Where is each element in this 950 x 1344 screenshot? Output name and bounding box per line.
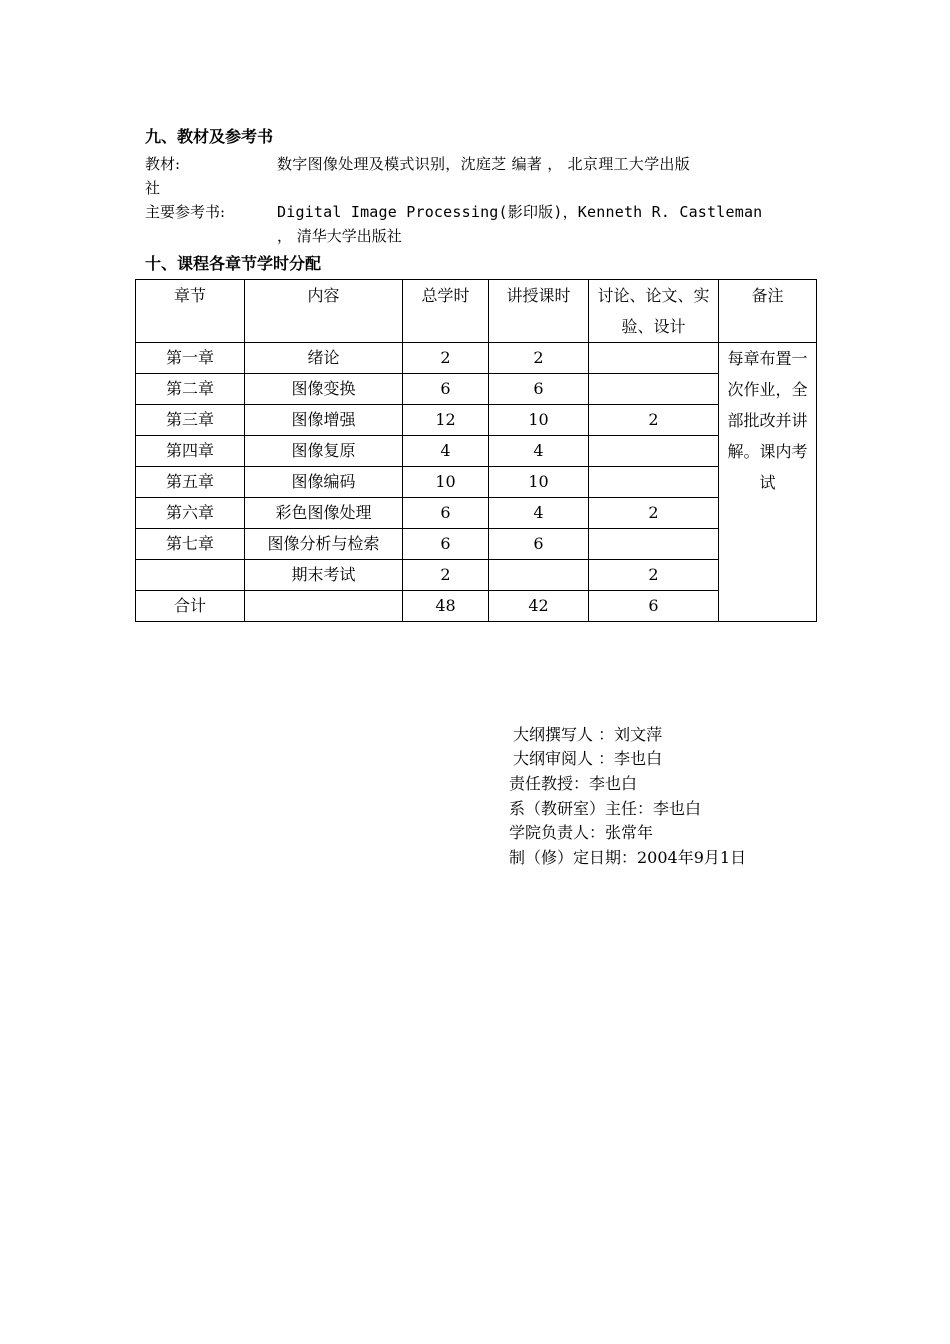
lecture-cell: 42	[489, 591, 589, 622]
reference-label: 主要参考书:	[145, 203, 226, 221]
total-cell: 48	[403, 591, 489, 622]
chapter-cell: 第五章	[136, 467, 245, 498]
content-cell: 图像增强	[245, 405, 403, 436]
textbook-label: 教材:	[145, 155, 181, 173]
content-cell	[245, 591, 403, 622]
other-cell	[589, 374, 719, 405]
header-discussion-hours: 讨论、论文、实验、设计	[589, 280, 719, 343]
total-cell: 6	[403, 498, 489, 529]
textbook-line1: 数字图像处理及模式识别，沈庭芝 编著 ， 北京理工大学出版	[277, 155, 691, 173]
lecture-cell: 4	[489, 436, 589, 467]
content-cell: 图像变换	[245, 374, 403, 405]
lecture-cell: 6	[489, 529, 589, 560]
section10-title: 十、课程各章节学时分配	[145, 254, 322, 273]
other-cell	[589, 467, 719, 498]
content-cell: 图像分析与检索	[245, 529, 403, 560]
content-cell: 绪论	[245, 343, 403, 374]
lecture-cell: 10	[489, 405, 589, 436]
table-row	[136, 467, 817, 498]
header-chapter: 章节	[136, 280, 245, 343]
content-cell: 图像编码	[245, 467, 403, 498]
chapter-cell: 第三章	[136, 405, 245, 436]
reference-line2: ， 清华大学出版社	[277, 227, 402, 245]
total-cell: 6	[403, 529, 489, 560]
table-row	[136, 405, 817, 436]
table-row	[136, 436, 817, 467]
college-head: 学院负责人：张常年	[509, 823, 654, 842]
lecture-cell: 6	[489, 374, 589, 405]
other-cell: 2	[589, 405, 719, 436]
total-cell: 4	[403, 436, 489, 467]
hours-allocation-table	[135, 279, 817, 622]
chapter-cell: 第一章	[136, 343, 245, 374]
lecture-cell: 4	[489, 498, 589, 529]
lecture-cell: 10	[489, 467, 589, 498]
other-cell	[589, 529, 719, 560]
other-cell: 2	[589, 498, 719, 529]
chapter-cell: 第七章	[136, 529, 245, 560]
revision-date: 制（修）定日期：2004年9月1日	[509, 848, 747, 867]
table-row	[136, 343, 817, 374]
total-cell: 10	[403, 467, 489, 498]
other-cell: 2	[589, 560, 719, 591]
table-row	[136, 498, 817, 529]
table-row	[136, 560, 817, 591]
textbook-line2: 社	[145, 179, 161, 197]
content-cell: 期末考试	[245, 560, 403, 591]
chapter-cell: 第二章	[136, 374, 245, 405]
other-cell: 6	[589, 591, 719, 622]
lecture-cell: 2	[489, 343, 589, 374]
content-cell: 图像复原	[245, 436, 403, 467]
total-cell: 12	[403, 405, 489, 436]
lecture-cell	[489, 560, 589, 591]
section9-title: 九、教材及参考书	[145, 127, 274, 146]
responsible-professor: 责任教授：李也白	[509, 774, 638, 793]
other-cell	[589, 343, 719, 374]
notes-cell: 每章布置一次作业，全部批改并讲解。课内考试	[719, 343, 817, 622]
reference-line1: Digital Image Processing(影印版)，Kenneth R. Castleman	[277, 203, 763, 221]
header-total-hours: 总学时	[403, 280, 489, 343]
table-header-row	[136, 280, 817, 343]
outline-writer: 大纲撰写人 ：刘文萍	[513, 725, 663, 744]
chapter-cell: 第六章	[136, 498, 245, 529]
total-cell: 6	[403, 374, 489, 405]
department-head: 系（教研室）主任：李也白	[509, 799, 702, 818]
content-cell: 彩色图像处理	[245, 498, 403, 529]
header-lecture-hours: 讲授课时	[489, 280, 589, 343]
other-cell	[589, 436, 719, 467]
table-row	[136, 529, 817, 560]
chapter-cell	[136, 560, 245, 591]
header-notes: 备注	[719, 280, 817, 343]
header-content: 内容	[245, 280, 403, 343]
chapter-cell: 第四章	[136, 436, 245, 467]
table-row-total	[136, 591, 817, 622]
total-cell: 2	[403, 560, 489, 591]
total-cell: 2	[403, 343, 489, 374]
outline-reviewer: 大纲审阅人 ：李也白	[513, 749, 663, 768]
table-row	[136, 374, 817, 405]
chapter-cell: 合计	[136, 591, 245, 622]
